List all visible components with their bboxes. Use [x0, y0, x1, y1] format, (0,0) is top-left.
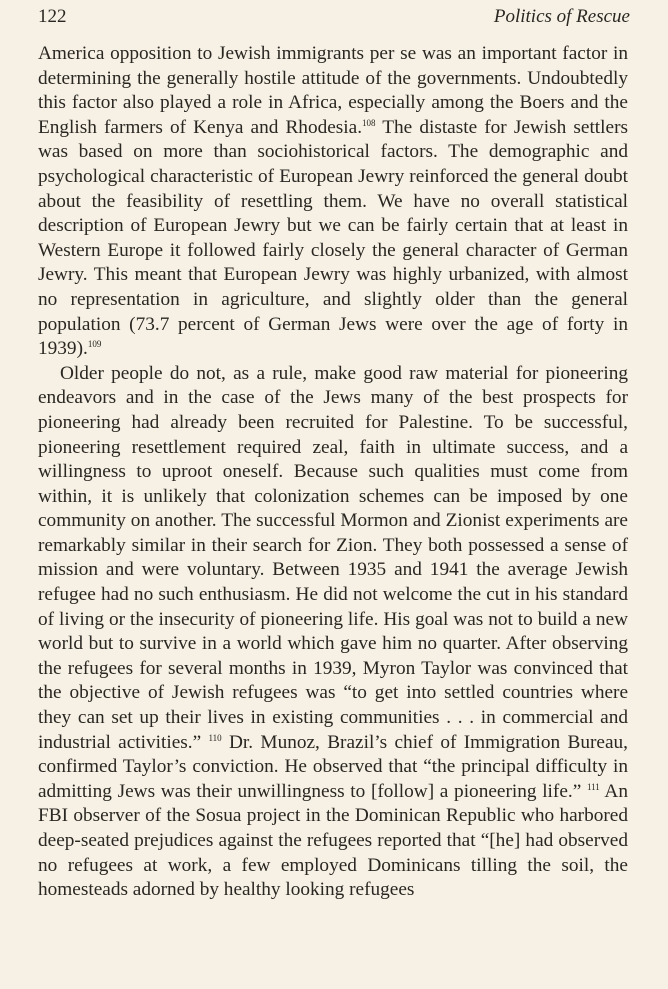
paragraph-text: Older people do not, as a rule, make good raw material for pioneering endeavors and in the case of the Jews many of the best prospects for pioneering had already been recruited for Palestine. To be successful, pioneering resettlement required zeal, faith in ultimate success, and a willingness to uproot oneself. Because such qualities must come from within, it is unlikely that colonization schemes can be imposed by one community on another. The successful Mormon and Zionist experiments are remarkably similar in their search for Zion. They both possessed a sense of mission and were voluntary. Between 1935 and 1941 the average Jewish refugee had no such enthusiasm. He did not welcome the cut in his standard of living or the insecurity of pioneering life. His goal was not to build a new world but to survive in a world which gave him no quarter. After observing the refugees for several months in 1939, Myron Taylor was convinced that the objective of Jewish refugees was “to get into settled countries where they can set up their lives in existing communities . . . in commercial and industrial activities.” — [38, 362, 628, 753]
running-head — [38, 6, 630, 32]
body-text — [38, 42, 628, 903]
paragraph-text: An FBI observer of the Sosua project in the Dominican Republic who harbored deep-seated prejudices against the refugees reported that “[he] had observed no refugees at work, a few employed Dominicans tilling the soil, the homesteads adorned by healthy looking refugees — [38, 780, 628, 901]
paragraph — [38, 362, 628, 903]
footnote-reference: 108 — [362, 117, 376, 128]
footnote-reference: 110 — [208, 732, 222, 743]
paragraph — [38, 42, 628, 362]
paragraph-text: The distaste for Jewish settlers was based on more than sociohistorical factors. The demographic and psychological characteristic of European Jewry reinforced the general doubt about the feasibility of resettling them. We have no overall statistical description of European Jewry but we can be fairly certain that at least in Western Europe it followed fairly closely the general character of German Jewry. This meant that European Jewry was highly urbanized, with almost no representation in agriculture, and slightly older than the general population (73.7 percent of German Jews were over the age of forty in 1939). — [38, 116, 628, 360]
footnote-reference: 111 — [586, 781, 600, 792]
footnote-reference: 109 — [87, 339, 102, 350]
paragraph-text: Dr. Munoz, Brazil’s chief of Immigration Bureau, confirmed Taylor’s conviction. He observed that “the principal difficulty in admitting Jews was their unwillingness to [follow] a pioneering life.” — [38, 731, 628, 802]
paragraph-text: America opposition to Jewish immigrants per se was an important factor in determining the generally hostile attitude of the governments. Undoubtedly this factor also played a role in Africa, especially among the Boers and the English farmers of Kenya and Rhodesia. — [38, 43, 628, 138]
running-title: Politics of Rescue — [493, 6, 630, 27]
page-number: 122 — [38, 6, 67, 27]
